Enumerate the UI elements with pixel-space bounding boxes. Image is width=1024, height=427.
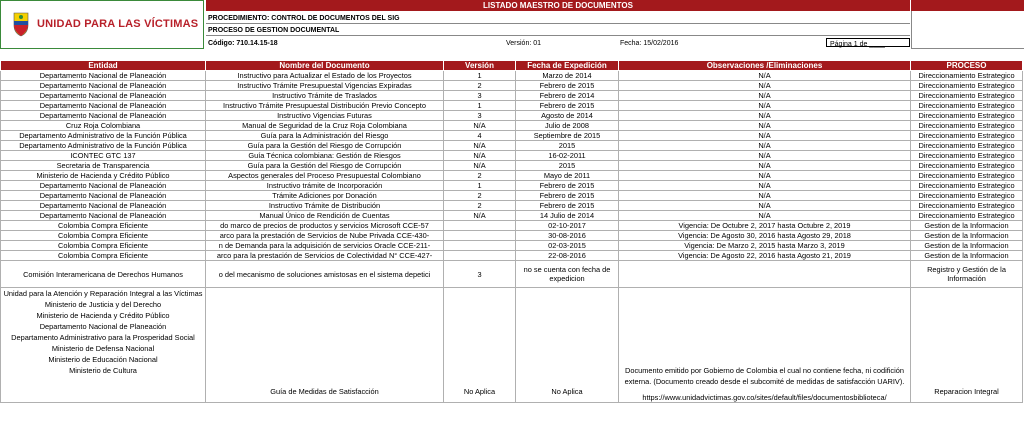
table-row xyxy=(1,111,1023,121)
cell-version: N/A xyxy=(444,141,516,151)
table-header-row xyxy=(1,61,1023,71)
cell-entidad: Colombia Compra Eficiente xyxy=(1,231,206,241)
cell-obs xyxy=(619,261,911,288)
table-row xyxy=(1,91,1023,101)
entidad-line: Ministerio de Justicia y del Derecho xyxy=(44,300,162,309)
cell-proceso: Gestion de la Informacion xyxy=(911,231,1023,241)
cell-proceso: Gestion de la Informacion xyxy=(911,241,1023,251)
cell-version xyxy=(444,251,516,261)
cell-entidad: Departamento Nacional de Planeación xyxy=(1,201,206,211)
header-right-cell xyxy=(911,11,1024,49)
cell-nombre: arco para la prestación de Servicios de Nube Privada CCE-430- xyxy=(206,231,444,241)
cell-obs: Vigencia: De Agosto 22, 2016 hasta Agosto 21, 2019 xyxy=(619,251,911,261)
codigo-label: Código: 710.14.15-18 xyxy=(208,40,278,47)
table-row xyxy=(1,181,1023,191)
cell-version xyxy=(444,231,516,241)
cell-fecha: 22-08-2016 xyxy=(516,251,619,261)
cell-proceso: Direccionamiento Estrategico xyxy=(911,91,1023,101)
cell-obs: N/A xyxy=(619,211,911,221)
cell-entidad: Cruz Roja Colombiana xyxy=(1,121,206,131)
cell-fecha: 16-02-2011 xyxy=(516,151,619,161)
cell-proceso: Direccionamiento Estrategico xyxy=(911,191,1023,201)
cell-version: 1 xyxy=(444,101,516,111)
sheet-header xyxy=(0,0,1024,50)
header-meta-row xyxy=(206,38,910,49)
cell-obs: Vigencia: De Octubre 2, 2017 hasta Octubre 2, 2019 xyxy=(619,221,911,231)
cell-nombre: Instructivo Trámite de Traslados xyxy=(206,91,444,101)
cell-obs: N/A xyxy=(619,141,911,151)
cell-proceso: Reparacion Integral xyxy=(911,288,1023,403)
cell-proceso: Gestion de la Informacion xyxy=(911,251,1023,261)
cell-fecha: Febrero de 2015 xyxy=(516,101,619,111)
cell-entidad: Secretaria de Transparencia xyxy=(1,161,206,171)
cell-entidad: Colombia Compra Eficiente xyxy=(1,241,206,251)
cell-entidad: Departamento Nacional de Planeación xyxy=(1,181,206,191)
cell-proceso: Direccionamiento Estrategico xyxy=(911,111,1023,121)
cell-obs: N/A xyxy=(619,81,911,91)
cell-proceso: Direccionamiento Estrategico xyxy=(911,201,1023,211)
cell-version: N/A xyxy=(444,151,516,161)
cell-version: 3 xyxy=(444,91,516,101)
cell-proceso: Direccionamiento Estrategico xyxy=(911,101,1023,111)
obs-text: Documento emitido por Gobierno de Colombia el cual no contiene fecha, ni codifición externa. (Documento creado desde el subcomité de medidas de satisfacción UARIV). xyxy=(624,366,905,386)
table-row xyxy=(1,251,1023,261)
cell-entidades xyxy=(1,288,206,403)
cell-proceso: Direccionamiento Estrategico xyxy=(911,81,1023,91)
org-name: UNIDAD PARA LAS VÍCTIMAS xyxy=(37,18,199,30)
table-row xyxy=(1,101,1023,111)
table-row xyxy=(1,141,1023,151)
cell-entidad: Departamento Nacional de Planeación xyxy=(1,111,206,121)
table-row xyxy=(1,221,1023,231)
logo-box xyxy=(0,0,204,49)
table-body xyxy=(1,71,1023,403)
cell-version: 4 xyxy=(444,131,516,141)
cell-obs: Vigencia: De Agosto 30, 2016 hasta Agosto 29, 2018 xyxy=(619,231,911,241)
cell-version xyxy=(444,221,516,231)
cell-obs: N/A xyxy=(619,151,911,161)
documents-table xyxy=(0,60,1023,403)
cell-fecha: Febrero de 2015 xyxy=(516,81,619,91)
cell-nombre: arco para la prestación de Servicios de Colectividad N° CCE-427- xyxy=(206,251,444,261)
cell-proceso: Gestion de la Informacion xyxy=(911,221,1023,231)
table-row xyxy=(1,151,1023,161)
cell-obs: N/A xyxy=(619,201,911,211)
cell-fecha: 2015 xyxy=(516,161,619,171)
table-row xyxy=(1,121,1023,131)
cell-obs: N/A xyxy=(619,171,911,181)
document-title: LISTADO MAESTRO DE DOCUMENTOS xyxy=(206,0,910,11)
cell-nombre: Manual Único de Rendición de Cuentas xyxy=(206,211,444,221)
table-row xyxy=(1,81,1023,91)
cell-nombre: Guía para la Administración del Riesgo xyxy=(206,131,444,141)
cell-entidad: Departamento Nacional de Planeación xyxy=(1,71,206,81)
colombia-crest-icon xyxy=(12,11,30,37)
table-row xyxy=(1,71,1023,81)
cell-version: N/A xyxy=(444,161,516,171)
cell-obs: N/A xyxy=(619,111,911,121)
cell-obs: N/A xyxy=(619,161,911,171)
cell-proceso: Direccionamiento Estrategico xyxy=(911,71,1023,81)
cell-entidad: Colombia Compra Eficiente xyxy=(1,221,206,231)
cell-proceso: Registro y Gestión de la Información xyxy=(911,261,1023,288)
table-row xyxy=(1,241,1023,251)
cell-fecha: no se cuenta con fecha de expedicion xyxy=(516,261,619,288)
cell-fecha: 02-10-2017 xyxy=(516,221,619,231)
cell-version: 2 xyxy=(444,171,516,181)
cell-entidad: ICONTEC GTC 137 xyxy=(1,151,206,161)
cell-nombre: o del mecanismo de soluciones amistosas en el sistema depetici xyxy=(206,261,444,288)
cell-entidad: Departamento Nacional de Planeación xyxy=(1,81,206,91)
entidad-line: Ministerio de Hacienda y Crédito Público xyxy=(36,311,170,320)
col-version-header: Versión xyxy=(444,61,516,71)
cell-nombre: Guía Técnica colombiana: Gestión de Riesgos xyxy=(206,151,444,161)
cell-obs: N/A xyxy=(619,181,911,191)
entidad-line: Departamento Nacional de Planeación xyxy=(39,322,167,331)
cell-entidad: Departamento Nacional de Planeación xyxy=(1,211,206,221)
procedimiento-label: PROCEDIMIENTO: CONTROL DE DOCUMENTOS DEL SIG xyxy=(206,13,910,24)
cell-nombre: Instructivo Vigencias Futuras xyxy=(206,111,444,121)
cell-proceso: Direccionamiento Estrategico xyxy=(911,141,1023,151)
cell-version: 2 xyxy=(444,191,516,201)
cell-fecha: Febrero de 2015 xyxy=(516,191,619,201)
cell-version: N/A xyxy=(444,211,516,221)
cell-fecha: Febrero de 2015 xyxy=(516,181,619,191)
cell-version: 1 xyxy=(444,71,516,81)
cell-proceso: Direccionamiento Estrategico xyxy=(911,181,1023,191)
cell-obs: N/A xyxy=(619,101,911,111)
cell-fecha: No Aplica xyxy=(516,288,619,403)
table-row-tall xyxy=(1,261,1023,288)
fecha-label: Fecha: 15/02/2016 xyxy=(620,40,679,47)
cell-nombre: Guía para la Gestión del Riesgo de Corrupción xyxy=(206,161,444,171)
entidad-line: Departamento Administrativo para la Prosperidad Social xyxy=(11,333,195,342)
entidad-line: Unidad para la Atención y Reparación Integral a las Víctimas xyxy=(3,289,203,298)
cell-entidad: Ministerio de Hacienda y Crédito Público xyxy=(1,171,206,181)
cell-nombre: Instructivo trámite de Incorporación xyxy=(206,181,444,191)
cell-version: 3 xyxy=(444,111,516,121)
proceso-label: PROCESO DE GESTION DOCUMENTAL xyxy=(206,25,910,36)
cell-entidad: Departamento Nacional de Planeación xyxy=(1,91,206,101)
cell-fecha: Marzo de 2014 xyxy=(516,71,619,81)
col-entidad-header: Entidad xyxy=(1,61,206,71)
cell-nombre: n de Demanda para la adquisición de servicios Oracle CCE-211- xyxy=(206,241,444,251)
cell-version: 1 xyxy=(444,181,516,191)
cell-entidad: Colombia Compra Eficiente xyxy=(1,251,206,261)
cell-version: 2 xyxy=(444,81,516,91)
cell-proceso: Direccionamiento Estrategico xyxy=(911,211,1023,221)
cell-obs: N/A xyxy=(619,131,911,141)
cell-fecha: 30-08-2016 xyxy=(516,231,619,241)
cell-proceso: Direccionamiento Estrategico xyxy=(911,171,1023,181)
table-row xyxy=(1,201,1023,211)
col-proceso-header: PROCESO xyxy=(911,61,1023,71)
cell-fecha: Febrero de 2015 xyxy=(516,201,619,211)
cell-nombre: Manual de Seguridad de la Cruz Roja Colombiana xyxy=(206,121,444,131)
cell-fecha: 14 Julio de 2014 xyxy=(516,211,619,221)
header-right-band xyxy=(911,0,1024,11)
cell-obs: N/A xyxy=(619,91,911,101)
obs-url-link[interactable]: https://www.unidadvictimas.gov.co/sites/default/files/documentosbiblioteca/ xyxy=(642,393,887,402)
cell-entidad: Departamento Administrativo de la Función Pública xyxy=(1,141,206,151)
col-fecha-header: Fecha de Expedición xyxy=(516,61,619,71)
cell-nombre: Instructivo Trámite Presupuestal Vigencias Expiradas xyxy=(206,81,444,91)
cell-nombre: Instructivo Trámite Presupuestal Distribución Previo Concepto xyxy=(206,101,444,111)
cell-version xyxy=(444,241,516,251)
cell-entidad: Departamento Nacional de Planeación xyxy=(1,101,206,111)
cell-entidad: Comisión Interamericana de Derechos Humanos xyxy=(1,261,206,288)
cell-fecha: Agosto de 2014 xyxy=(516,111,619,121)
cell-nombre: Trámite Adiciones por Donación xyxy=(206,191,444,201)
table-row xyxy=(1,231,1023,241)
table-row xyxy=(1,171,1023,181)
table-row xyxy=(1,131,1023,141)
cell-fecha: Septiembre de 2015 xyxy=(516,131,619,141)
cell-fecha: 02-03-2015 xyxy=(516,241,619,251)
cell-nombre: Instructivo Trámite de Distribución xyxy=(206,201,444,211)
table-row xyxy=(1,211,1023,221)
cell-entidad: Departamento Nacional de Planeación xyxy=(1,191,206,201)
version-label: Versión: 01 xyxy=(506,40,542,47)
cell-fecha: Febrero de 2014 xyxy=(516,91,619,101)
table-row-big xyxy=(1,288,1023,403)
cell-version: 2 xyxy=(444,201,516,211)
cell-obs: N/A xyxy=(619,191,911,201)
pagina-label: Página 1 de ____ xyxy=(826,38,910,47)
cell-fecha: Julio de 2008 xyxy=(516,121,619,131)
entidad-line: Ministerio de Cultura xyxy=(69,366,137,375)
cell-entidad: Departamento Administrativo de la Función Pública xyxy=(1,131,206,141)
cell-nombre: Guía para la Gestión del Riesgo de Corrupción xyxy=(206,141,444,151)
cell-fecha: 2015 xyxy=(516,141,619,151)
cell-obs xyxy=(619,288,911,403)
cell-proceso: Direccionamiento Estrategico xyxy=(911,131,1023,141)
cell-version: 3 xyxy=(444,261,516,288)
cell-obs: N/A xyxy=(619,121,911,131)
cell-nombre: Aspectos generales del Proceso Presupuestal Colombiano xyxy=(206,171,444,181)
cell-proceso: Direccionamiento Estrategico xyxy=(911,161,1023,171)
cell-nombre: Guía de Medidas de Satisfacción xyxy=(206,288,444,403)
table-row xyxy=(1,161,1023,171)
cell-fecha: Mayo de 2011 xyxy=(516,171,619,181)
table-row xyxy=(1,191,1023,201)
entidad-line: Ministerio de Defensa Nacional xyxy=(51,344,155,353)
cell-version: N/A xyxy=(444,121,516,131)
cell-proceso: Direccionamiento Estrategico xyxy=(911,151,1023,161)
entidad-line: Ministerio de Educación Nacional xyxy=(48,355,158,364)
cell-proceso: Direccionamiento Estrategico xyxy=(911,121,1023,131)
col-obs-header: Observaciones /Eliminaciones xyxy=(619,61,911,71)
cell-obs: Vigencia: De Marzo 2, 2015 hasta Marzo 3, 2019 xyxy=(619,241,911,251)
cell-version: No Aplica xyxy=(444,288,516,403)
cell-nombre: Instructivo para Actualizar el Estado de los Proyectos xyxy=(206,71,444,81)
cell-nombre: do marco de precios de productos y servicios Microsoft CCE-57 xyxy=(206,221,444,231)
cell-obs: N/A xyxy=(619,71,911,81)
col-nombre-header: Nombre del Documento xyxy=(206,61,444,71)
